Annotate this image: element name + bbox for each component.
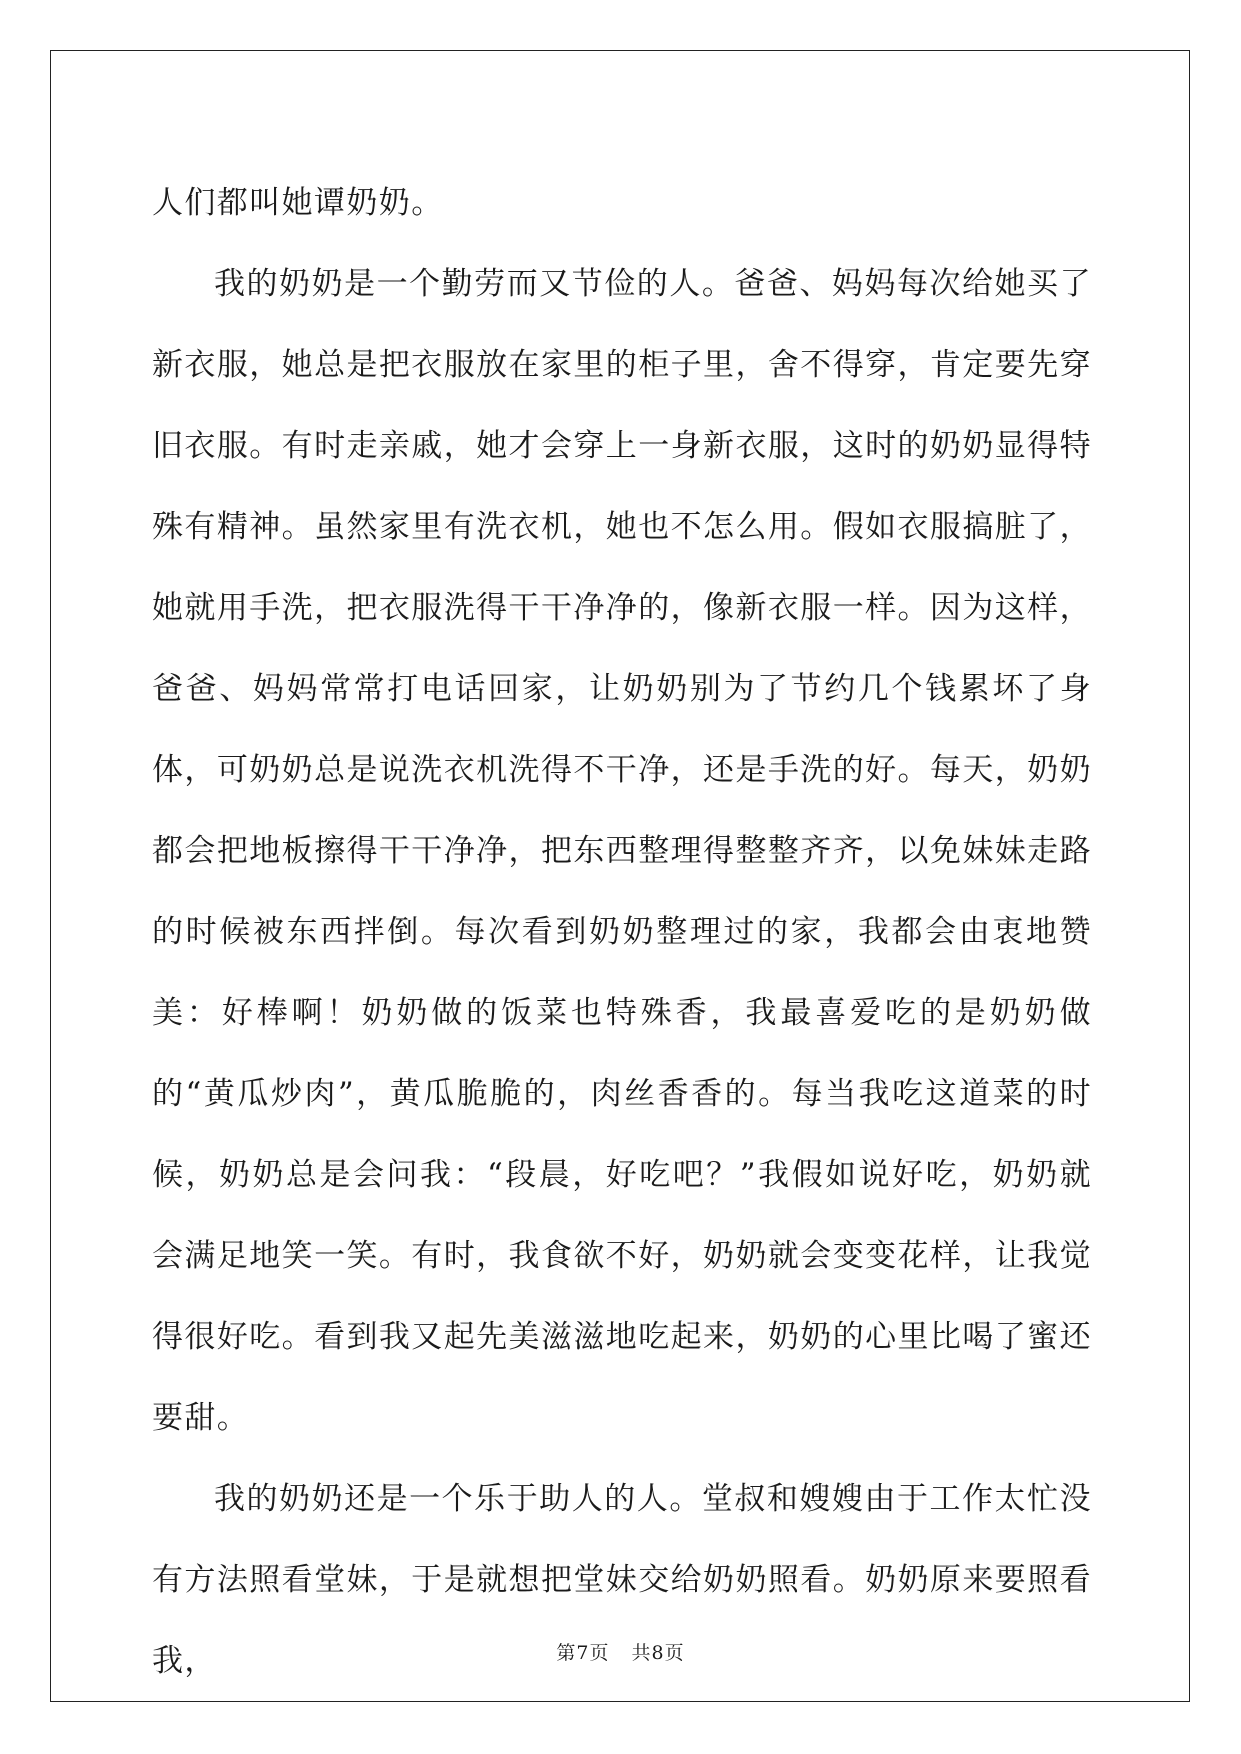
paragraph-3: 我的奶奶还是一个乐于助人的人。堂叔和嫂嫂由于工作太忙没有方法照看堂妹，于是就想把堂妹交给奶奶照看。奶奶原来要照看我， [152,1481,1092,1679]
current-page-number: 第7页 [556,1642,610,1664]
total-pages: 共8页 [631,1642,685,1664]
paragraph-2: 我的奶奶是一个勤劳而又节俭的人。爸爸、妈妈每次给她买了新衣服，她总是把衣服放在家里的柜子里，舍不得穿，肯定要先穿旧衣服。有时走亲戚，她才会穿上一身新衣服，这时的奶奶显得特殊有精神。虽然家里有洗衣机，她也不怎么用。假如衣服搞脏了，她就用手洗，把衣服洗得干干净净的，像新衣服一样。因为这样，爸爸、妈妈常常打电话回家，让奶奶别为了节约几个钱累坏了身体，可奶奶总是说洗衣机洗得不干净，还是手洗的好。每天，奶奶都会把地板擦得干干净净，把东西整理得整整齐齐，以免妹妹走路的时候被东西拌倒。每次看到奶奶整理过的家，我都会由衷地赞美：好棒啊！奶奶做的饭菜也特殊香，我最喜爱吃的是奶奶做的“黄瓜炒肉”，黄瓜脆脆的，肉丝香香的。每当我吃这道菜的时候，奶奶总是会问我：“段晨，好吃吧？”我假如说好吃，奶奶就会满足地笑一笑。有时，我食欲不好，奶奶就会变变花样，让我觉得很好吃。看到我又起先美滋滋地吃起来，奶奶的心里比喝了蜜还要甜。 [152,266,1092,1436]
page-footer [0,1638,1241,1665]
paragraph-1: 人们都叫她谭奶奶。 [152,185,444,221]
document-body [152,163,1092,1702]
